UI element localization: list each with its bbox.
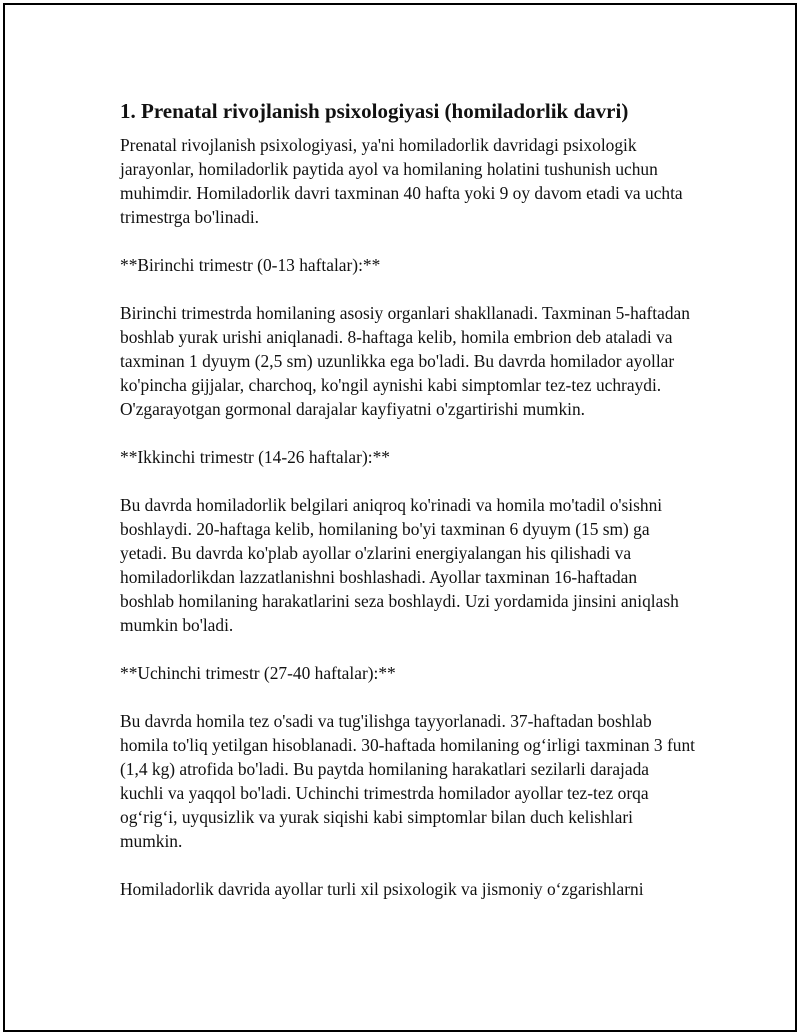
paragraph-third-trimester: Bu davrda homila tez o'sadi va tug'ilishga tayyorlanadi. 37-haftadan boshlab homila to'liq yetilgan hisoblanadi. 30-haftada homilaning og‘irligi taxminan 3 funt (1,4 kg) atrofida bo'ladi. Bu paytda homilaning harakatlari sezilarli darajada kuchli va yaqqol bo'ladi. Uchinchi trimestrda homilador ayollar tez-tez orqa og‘rig‘i, uyqusizlik va yurak siqishi kabi simptomlar bilan duch kelishlari mumkin. — [120, 711, 695, 851]
document-body — [120, 98, 695, 925]
heading-third-trimester: **Uchinchi trimestr (27-40 haftalar):** — [120, 663, 396, 683]
paragraph-second-trimester: Bu davrda homiladorlik belgilari aniqroq ko'rinadi va homila mo'tadil o'sishni boshlaydi. 20-haftaga kelib, homilaning bo'yi taxminan 6 dyuym (15 sm) ga yetadi. Bu davrda ko'plab ayollar o'zlarini energiyalangan his qilishadi va homiladorlikdan lazzatlanishni boshlashadi. Ayollar taxminan 16-haftadan boshlab homilaning harakatlarini seza boshlaydi. Uzi yordamida jinsini aniqlash mumkin bo'ladi. — [120, 495, 679, 635]
paragraph-first-trimester: Birinchi trimestrda homilaning asosiy organlari shakllanadi. Taxminan 5-haftadan boshlab yurak urishi aniqlanadi. 8-haftaga kelib, homila embrion deb ataladi va taxminan 1 dyuym (2,5 sm) uzunlikka ega bo'ladi. Bu davrda homilador ayollar ko'pincha gijjalar, charchoq, ko'ngil aynishi kabi simptomlar tez-tez uchraydi. O'zgarayotgan gormonal darajalar kayfiyatni o'zgartirishi mumkin. — [120, 303, 690, 419]
paragraph-intro: Prenatal rivojlanish psixologiyasi, ya'ni homiladorlik davridagi psixologik jarayonlar, homiladorlik paytida ayol va homilaning holatini tushunish uchun muhimdir. Homiladorlik davri taxminan 40 hafta yoki 9 oy davom etadi va uchta trimestrga bo'linadi. — [120, 135, 683, 227]
heading-second-trimester: **Ikkinchi trimestr (14-26 haftalar):** — [120, 447, 390, 467]
document-title: 1. Prenatal rivojlanish psixologiyasi (homiladorlik davri) — [120, 99, 629, 123]
paragraph-closing: Homiladorlik davrida ayollar turli xil psixologik va jismoniy o‘zgarishlarni — [120, 879, 644, 899]
heading-first-trimester: **Birinchi trimestr (0-13 haftalar):** — [120, 255, 381, 275]
document-page — [3, 3, 797, 1032]
